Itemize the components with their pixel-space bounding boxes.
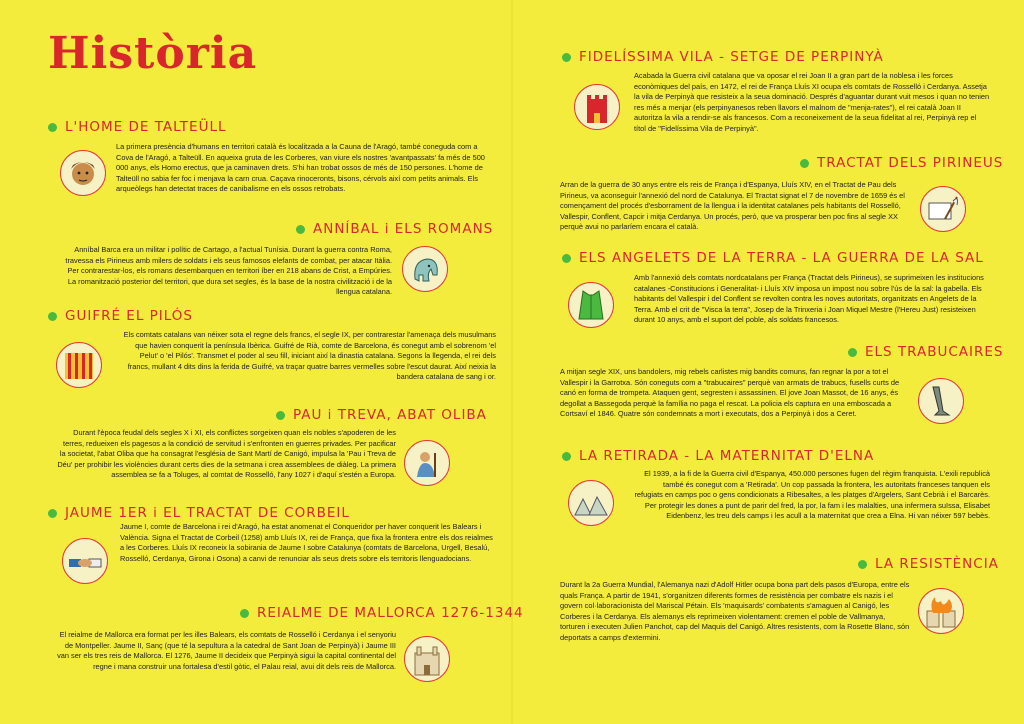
- text-guifre: Els comtats catalans van néixer sota el regne dels francs, el segle IX, per contrarestar l'amenaça dels musulmans que havien conquerit la península Ibèrica. Guifré de Rià, comte de Barcelona, és conegut amb el sobrenom 'el Pelut' o 'el Pilós'. Transmet el poder al seu fill, iniciant així la dinastia catalana. Segons la llegenda, el rei dels francs, mullant 4 dits dins la ferida de Guifré, va traçar quatre barres vermelles sobre l'escut daurat. Així neixia la bandera catalana de sang i or.: [123, 330, 496, 382]
- bullet-dot: [48, 312, 57, 321]
- page-title: Història: [48, 28, 258, 79]
- bullet-dot: [48, 123, 57, 132]
- bullet-dot: [48, 509, 57, 518]
- text-pirineus: Arran de la guerra de 30 anys entre els reis de França i d'Espanya, Lluís XIV, en el Tractat de Pau dels Pirineus, va aconseguir l'annexió del nord de Catalunya. El Tractat signat el 7 de novembre de 1659 és el començament del procés d'esborrament de la llengua i la identitat catalanes pels habitants del Rosselló, Vallespir, Conflent, Capcir i mitja Cerdanya. Un procés, però, que va prosperar ben poc fins al segle XX perquè avui no parlaríem encara el català.: [560, 180, 905, 232]
- heading-trabucaires: ELS TRABUCAIRES: [848, 344, 1004, 360]
- heading-mallorca: REIALME DE MALLORCA 1276-1344: [240, 605, 524, 621]
- heading-pau: PAU i TREVA, ABAT OLIBA: [276, 407, 487, 423]
- tower-icon: [574, 84, 620, 130]
- text-talteull: La primera presència d'humans en territori català és localitzada a la Cauna de l'Aragó, també coneguda com a Cova de l'Aragó, a Talteüll. En aqueixa gruta de les Corberes, van viure els nostres 'avantpassats' fa més de 500 000 anys, els Homo erectus, que ja caminaven drets. S'hi han trobat ossos de més de 150 persones. L'home de Talteüll no sabia fer foc i menjava la carn crua. Caçava rinoceronts, bisons, cérvols així com petits animals. Els arqueòlegs han detectat traces de canibalisme en els ossos retrobats.: [116, 142, 485, 194]
- quill-icon: [920, 186, 966, 232]
- text-pau: Durant l'època feudal dels segles X i XI, els conflictes sorgeixen quan els nobles s'apoderen de les terres, redueixen els pagesos a la condició de servitud i s'enfronten en guerres privades. Per pacificar la societat, l'abat Oliba que ha consagrat l'església de Sant Martí de Canigó, impulsa la 'Pau i Treva de Déu' per prohibir les violències durant certs dies de la setmana i crea assemblees de diàleg. La primera assemblea se fa a Toluges, al comtat de Rosselló, l'any 1027 i d'aquí s'estén a Europa.: [57, 428, 396, 480]
- heading-angelets: ELS ANGELETS DE LA TERRA - LA GUERRA DE LA SAL: [562, 250, 984, 266]
- blunderbuss-icon: [918, 378, 964, 424]
- bullet-dot: [562, 452, 571, 461]
- abbot-icon: [404, 440, 450, 486]
- text-jaume: Jaume I, comte de Barcelona i rei d'Aragó, ha estat anomenat el Conqueridor per haver conquerit les Balears i València. Signa el Tractat de Corbeil (1258) amb Lluís IX, rei de França, que fixa la frontera entre els dos reialmes a les Corberes. Lluís IX reconeix la sobirania de Jaume I sobre Catalunya (comtats de Barcelona, Urgell, Besalú, Rosselló, Cerdanya, Girona i Osona) a canvi de renunciar als seus drets sobre els territoris llenguadocians.: [120, 522, 493, 563]
- face-icon: [60, 150, 106, 196]
- vest-icon: [568, 282, 614, 328]
- text-mallorca: El reialme de Mallorca era format per les illes Balears, els comtats de Rosselló i Cerdanya i el senyoriu de Montpeller. Jaume II, Sanç (que té la sepultura a la catedral de Sant Joan de Perpinyà) i Jaume III van ser els tres reis de Mallorca. El 1276, Jaume II decideix que Perpinyà sigui la capital continental del regne i mana construir una fortalesa d'estil gòtic, el Palau reial, avui dit dels reis de Mallorca.: [57, 630, 396, 671]
- heading-guifre: GUIFRÉ EL PILÓS: [48, 308, 193, 324]
- bullet-dot: [276, 411, 285, 420]
- bullet-dot: [562, 53, 571, 62]
- text-resistencia: Durant la 2a Guerra Mundial, l'Alemanya nazi d'Adolf Hitler ocupa bona part dels pasos d'Europa, entre els quals França. A partir de 1941, s'organitzen diferents formes de resistència per combatre els nazis i el govern col·laboracionista del Mariscal Pétain. Els 'maquisards' combatents s'amaguen al Canigó, les Corberes i la Cerdanya. Els alemanys els reprimeixen violentament: cremen el poble de Vallmanya, torturen i executen Julien Panchot, cap del Maquis del Canigó. Altres resistents, com la Rosette Blanc, són deportats a camps d'extermini.: [560, 580, 910, 642]
- elephant-icon: [402, 246, 448, 292]
- heading-fidelissima: FIDELÍSSIMA VILA - SETGE DE PERPINYÀ: [562, 49, 884, 65]
- flag-icon: [56, 342, 102, 388]
- handshake-icon: [62, 538, 108, 584]
- bullet-dot: [848, 348, 857, 357]
- text-fidelissima: Acabada la Guerra civil catalana que va oposar el rei Joan II a gran part de la noblesa i les forces econòmiques del país, en 1472, el rei de França Lluís XI ocupa els comtats de Rosselló i Cerdanya. Assetja la vila de Perpinyà que resisteix a la seua dominació. Després d'aguantar durant vuit mesos i quan no tenien res més a menjar (els perpinyanesos reben llavors el malnom de "menja-rates"), el rei català Joan II autoritza la vila a rendir-se als francesos. Com a reconeixement de la seua fidelitat al rei, Perpinyà rep el títol de "Fidelíssima Vila de Perpinyà".: [634, 71, 990, 133]
- text-trabucaires: A mitjan segle XIX, uns bandolers, mig rebels carlistes mig bandits comuns, fan regnar la por a tot el Vallespir i la Garrotxa. Són coneguts com a "trabucaires" perquè van armats de trabucs, fusells curts de canó en forma de trompeta. Ataquen gent, segresten i assassinen. El jove Joan Massot, de 16 anys, és degollat a Bassegoda perquè la família no paga el rescat. La policia els captura en una emboscada a Cortsaví el 1846. Quatre són condemnats a mort i executats, dos a Perpinyà i dos a Ceret.: [560, 367, 900, 419]
- heading-talteull: L'HOME DE TALTEÜLL: [48, 119, 227, 135]
- palace-icon: [404, 636, 450, 682]
- heading-jaume: JAUME 1ER i EL TRACTAT DE CORBEIL: [48, 505, 350, 521]
- bullet-dot: [240, 609, 249, 618]
- bullet-dot: [858, 560, 867, 569]
- heading-retirada: LA RETIRADA - LA MATERNITAT D'ELNA: [562, 448, 874, 464]
- tents-icon: [568, 480, 614, 526]
- fire-icon: [918, 588, 964, 634]
- bullet-dot: [296, 225, 305, 234]
- heading-annibal: ANNÍBAL i ELS ROMANS: [296, 221, 493, 237]
- bullet-dot: [800, 159, 809, 168]
- heading-pirineus: TRACTAT DELS PIRINEUS: [800, 155, 1003, 171]
- bullet-dot: [562, 254, 571, 263]
- text-angelets: Amb l'annexió dels comtats nordcatalans per França (Tractat dels Pirineus), se suprimeixen les institucions catalanes -Constitucions i Generalitat- i Lluís XIV imposa un impost nou sobre l'ús de la sal: la gabella. Els habitants del Vallespir i del Conflent se revolten contra les noves autoritats, organitzats en Angelets de la Terra. Amb el crit de "Visca la terra", Josep de la Trinxeria i Joan Miquel Mestre (l'Hereu Just) resisteixen durant 10 anys, amb el suport del poble, als soldats francesos.: [634, 273, 984, 325]
- text-retirada: El 1939, a la fi de la Guerra civil d'Espanya, 450.000 persones fugen del règim franquista. L'exili republicà també és conegut com a 'Retirada'. Un cop passada la frontera, les autoritats franceses tanquen els refugiats en camps poc o gens condicionats a Ribesaltes, a les platges d'Argelers, Sant Cebrià i el Barcarès. Per protegir les dones a punt de parir del fred, la por, la fam i les malalties, una infermera suïssa, Elisabet Eidenbenz, les treu dels camps i les acull a la maternitat que crea a Elna. Hi van néixer 597 bebès.: [634, 469, 990, 521]
- text-annibal: Anníbal Barca era un militar i polític de Cartago, a l'actual Tunísia. Durant la guerra contra Roma, travessa els Pirineus amb milers de soldats i els seus famosos elefants de combat, per atacar Itàlia. Per contrarestar-los, els romans desembarquen en territori íber en 218 abans de Crist, a Empúries. La romanització posterior del territori, que dura set segles, és la base de la nostra civilització i de la llengua catalana.: [65, 245, 392, 297]
- heading-resistencia: LA RESISTÈNCIA: [858, 556, 999, 572]
